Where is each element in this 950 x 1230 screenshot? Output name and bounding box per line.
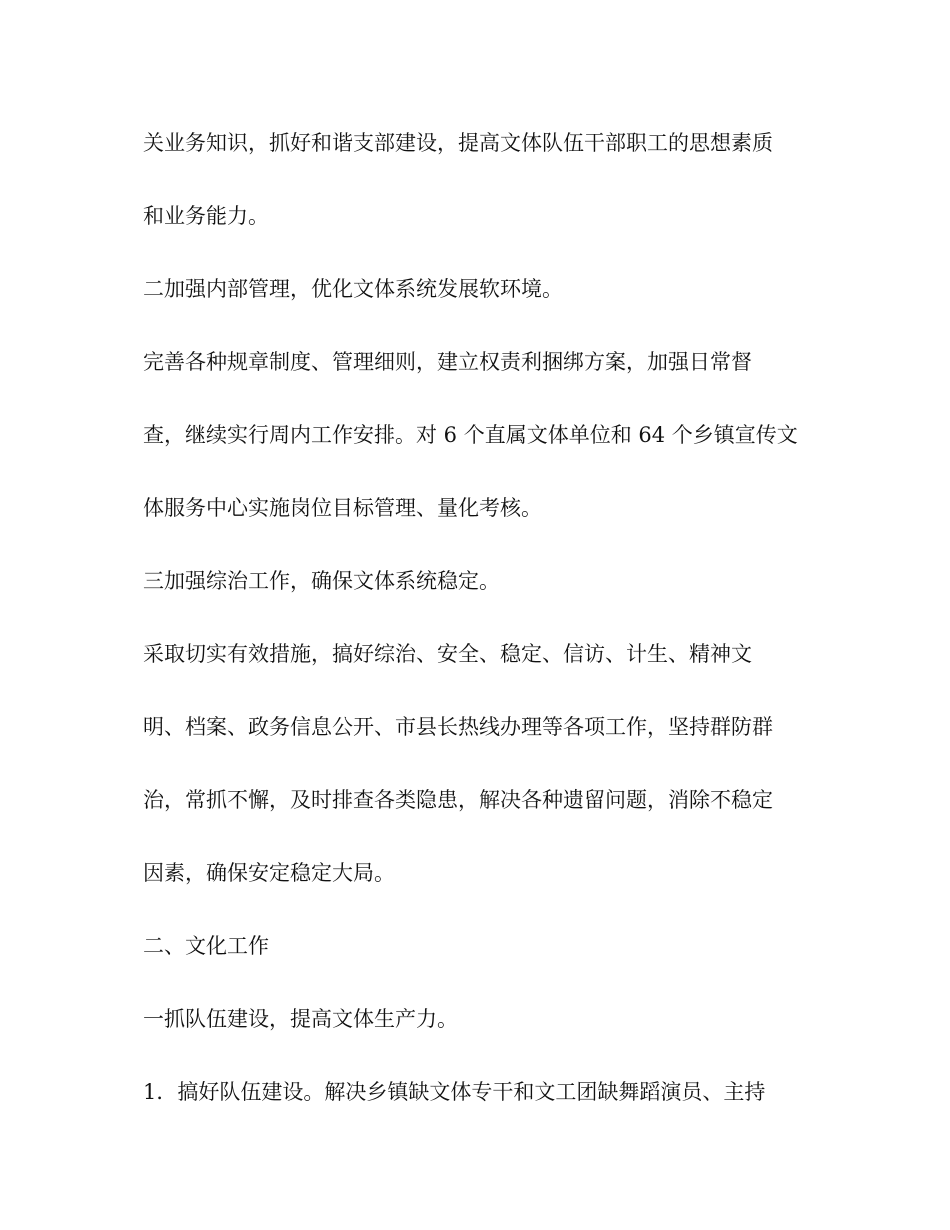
text-line: 明、档案、政务信息公开、市县长热线办理等各项工作，坚持群防群	[143, 715, 773, 739]
text-line: 治，常抓不懈，及时排查各类隐患，解决各种遗留问题，消除不稳定	[143, 788, 773, 812]
text-line: 1．搞好队伍建设。解决乡镇缺文体专干和文工团缺舞蹈演员、主持	[143, 1080, 766, 1104]
text-line: 和业务能力。	[143, 204, 269, 228]
text-line: 完善各种规章制度、管理细则，建立权责利捆绑方案，加强日常督	[143, 350, 752, 374]
text-line: 因素，确保安定稳定大局。	[143, 861, 395, 885]
section-heading: 三加强综治工作，确保文体系统稳定。	[143, 569, 500, 593]
text-line: 查，继续实行周内工作安排。对 6 个直属文体单位和 64 个乡镇宣传文	[143, 423, 798, 447]
section-heading: 二加强内部管理，优化文体系统发展软环境。	[143, 277, 563, 301]
section-heading: 一抓队伍建设，提高文体生产力。	[143, 1007, 458, 1031]
chapter-heading: 二、文化工作	[143, 934, 269, 958]
text-line: 体服务中心实施岗位目标管理、量化考核。	[143, 496, 542, 520]
text-line: 关业务知识，抓好和谐支部建设，提高文体队伍干部职工的思想素质	[143, 131, 773, 155]
text-line: 采取切实有效措施，搞好综治、安全、稳定、信访、计生、精神文	[143, 642, 752, 666]
